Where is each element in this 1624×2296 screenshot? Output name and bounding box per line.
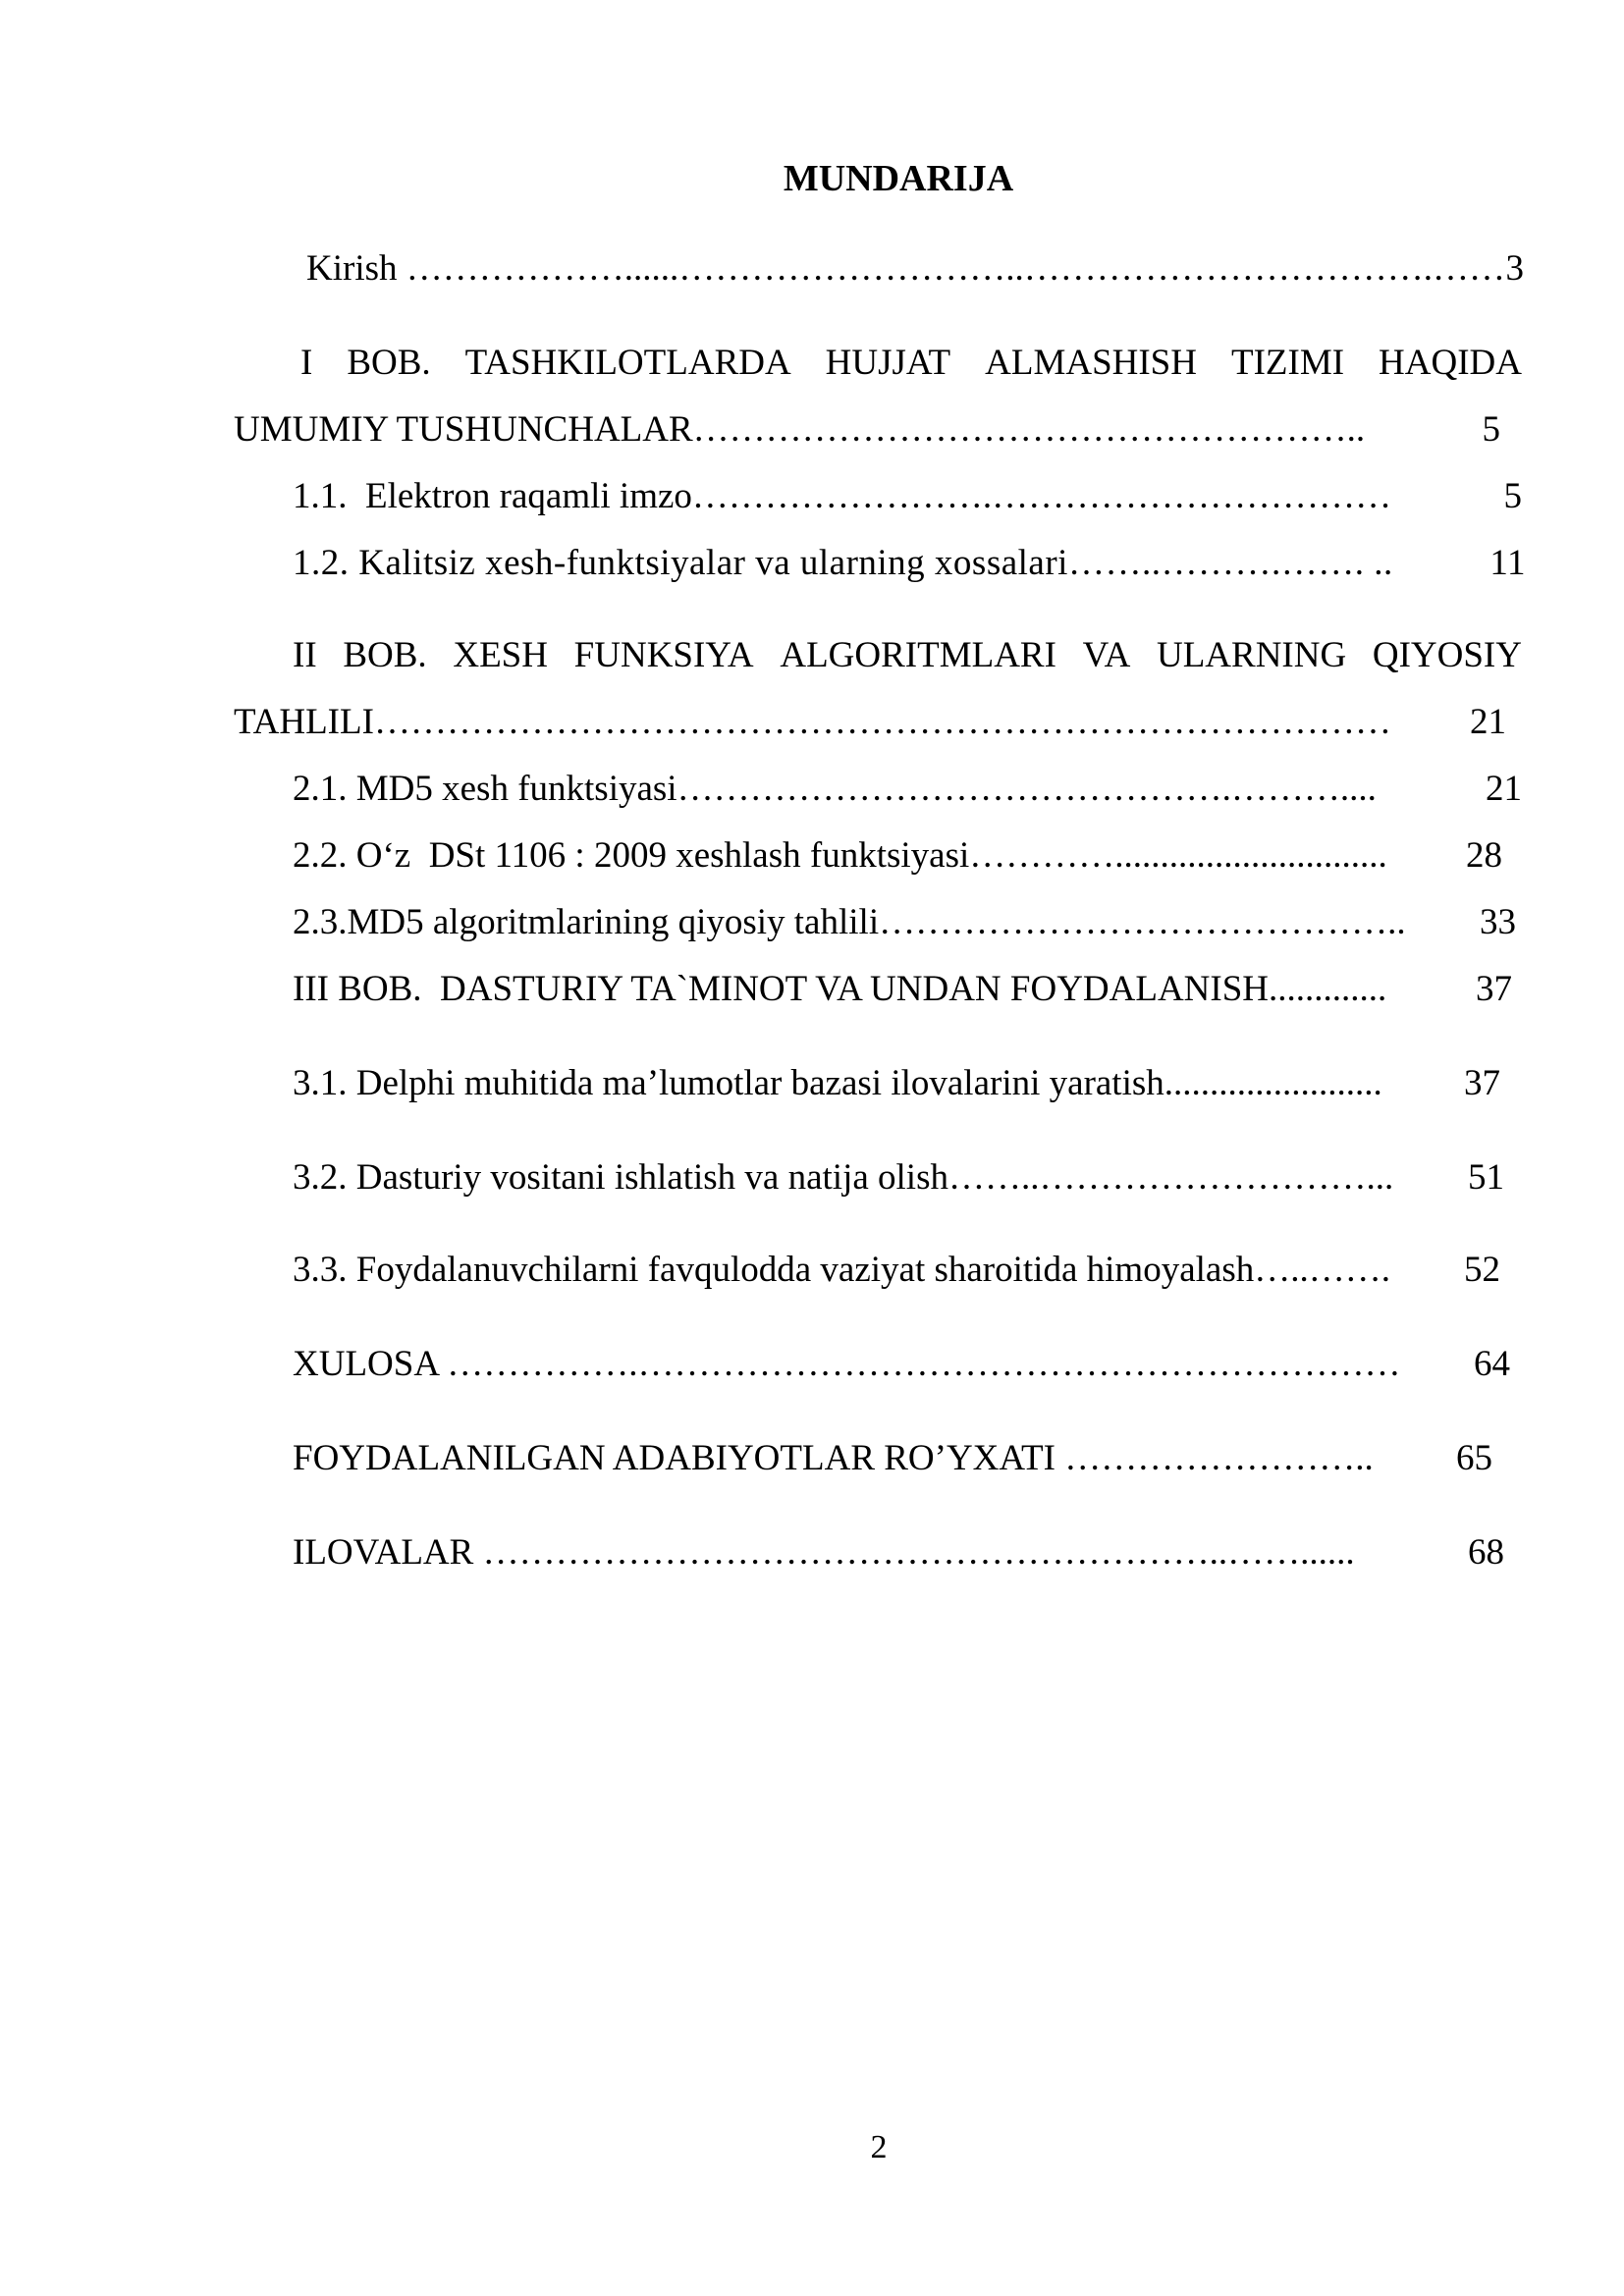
heading-word: ALMASHISH (985, 343, 1197, 383)
toc-leader: ……..………………………... (948, 1157, 1394, 1198)
heading-word: TASHKILOTLARDA (464, 343, 791, 383)
heading-word: FUNKSIYA (573, 635, 754, 675)
toc-entry-chapter-1 (234, 408, 1500, 452)
heading-word: I (300, 343, 313, 383)
page-title: MUNDARIJA (783, 158, 1014, 199)
toc-entry-1-1 (293, 475, 1522, 518)
toc-leader: …………….……………………………………………………… (447, 1344, 1401, 1384)
heading-word: BOB. (347, 343, 431, 383)
heading-word: QIYOSIY (1372, 635, 1522, 675)
toc-page-number: 37 (1476, 969, 1512, 1009)
toc-entry-text: 2.2. O‘z DSt 1106 : 2009 xeshlash funktsiyasi (293, 835, 970, 876)
toc-entry-text: TAHLILI (234, 702, 374, 742)
toc-entry-3-2 (293, 1156, 1504, 1200)
heading-word: ALGORITMLARI (780, 635, 1056, 675)
toc-leader: …………………………………….. (879, 902, 1406, 942)
toc-entry-kirish (306, 247, 1524, 291)
heading-word: TIZIMI (1230, 343, 1345, 383)
toc-page-number: 65 (1456, 1438, 1492, 1478)
heading-word: HUJJAT (825, 343, 951, 383)
toc-page-number: 51 (1468, 1157, 1504, 1198)
toc-chapter-2-heading (293, 634, 1522, 677)
toc-page-number: 3 (1505, 248, 1524, 289)
toc-entry-3-3 (293, 1249, 1500, 1292)
toc-leader: ……………………………………………………..……...... (482, 1532, 1355, 1573)
toc-entry-text: 3.1. Delphi muhitida ma’lumotlar bazasi ilovalarini yaratish (293, 1063, 1164, 1103)
toc-page-number: 5 (1503, 476, 1522, 516)
toc-entry-text: XULOSA (293, 1344, 448, 1384)
toc-chapter-1-heading (300, 342, 1522, 385)
toc-entry-text: 3.2. Dasturiy vositani ishlatish va natija olish (293, 1157, 948, 1198)
toc-page-number: 5 (1482, 409, 1500, 450)
toc-leader: ……………………………………………….. (692, 409, 1366, 450)
toc-entry-chapter-2 (234, 701, 1506, 744)
toc-leader: ........................ (1164, 1063, 1382, 1103)
toc-leader: …..……. (1254, 1250, 1390, 1290)
toc-page-number: 33 (1480, 902, 1516, 942)
toc-leader: ………………......………………………..…………………………….…… (406, 248, 1505, 289)
toc-entry-text: 1.1. Elektron raqamli imzo (293, 476, 692, 516)
toc-entry-appendices (293, 1531, 1504, 1575)
heading-word: BOB. (343, 635, 427, 675)
toc-entry-2-3 (293, 901, 1516, 944)
heading-word: ULARNING (1156, 635, 1347, 675)
toc-page-number: 52 (1464, 1250, 1500, 1290)
toc-page-number: 68 (1468, 1532, 1504, 1573)
toc-entry-2-2 (293, 834, 1502, 878)
toc-entry-1-2 (293, 542, 1526, 585)
toc-leader: …………………….…………………………… (691, 476, 1392, 516)
toc-page-number: 21 (1470, 702, 1506, 742)
toc-entry-text: 2.1. MD5 xesh funktsiyasi (293, 769, 677, 809)
page-number: 2 (870, 2129, 888, 2165)
toc-entry-2-1 (293, 768, 1522, 811)
toc-entry-text: 1.2. Kalitsiz xesh-funktsiyalar va ularning xossalari (293, 543, 1068, 583)
toc-entry-text: 2.3.MD5 algoritmlarining qiyosiy tahlili (293, 902, 880, 942)
toc-entry-xulosa (293, 1343, 1510, 1386)
toc-entry-text: ILOVALAR (293, 1532, 483, 1573)
toc-page-number: 11 (1489, 543, 1526, 583)
toc-leader: ……………………………………….……….... (677, 769, 1377, 809)
toc-entry-text: FOYDALANILGAN ADABIYOTLAR RO’YXATI (293, 1438, 1065, 1478)
heading-word: HAQIDA (1379, 343, 1522, 383)
toc-page-number: 37 (1464, 1063, 1500, 1103)
heading-word: II (293, 635, 317, 675)
toc-page-number: 64 (1474, 1344, 1510, 1384)
toc-page-number: 21 (1486, 769, 1522, 809)
heading-word: XESH (453, 635, 548, 675)
toc-leader: ............. (1269, 969, 1387, 1009)
toc-page-number: 28 (1466, 835, 1502, 876)
toc-entry-text: Kirish (306, 248, 406, 289)
toc-entry-3-1 (293, 1062, 1500, 1105)
toc-entry-references (293, 1437, 1492, 1480)
toc-entry-text: UMUMIY TUSHUNCHALAR (234, 409, 693, 450)
toc-entry-chapter-3 (293, 968, 1512, 1011)
toc-leader: …………………….. (1064, 1438, 1374, 1478)
toc-leader: ………………………………………………………………………… (373, 702, 1391, 742)
toc-entry-text: III BOB. DASTURIY TA`MINOT VA UNDAN FOYDALANISH (293, 969, 1270, 1009)
toc-leader: ………….............................. (969, 835, 1387, 876)
toc-leader: ……..……….……. .. (1067, 543, 1393, 583)
toc-entry-text: 3.3. Foydalanuvchilarni favqulodda vaziyat sharoitida himoyalash (293, 1250, 1255, 1290)
heading-word: VA (1082, 635, 1131, 675)
